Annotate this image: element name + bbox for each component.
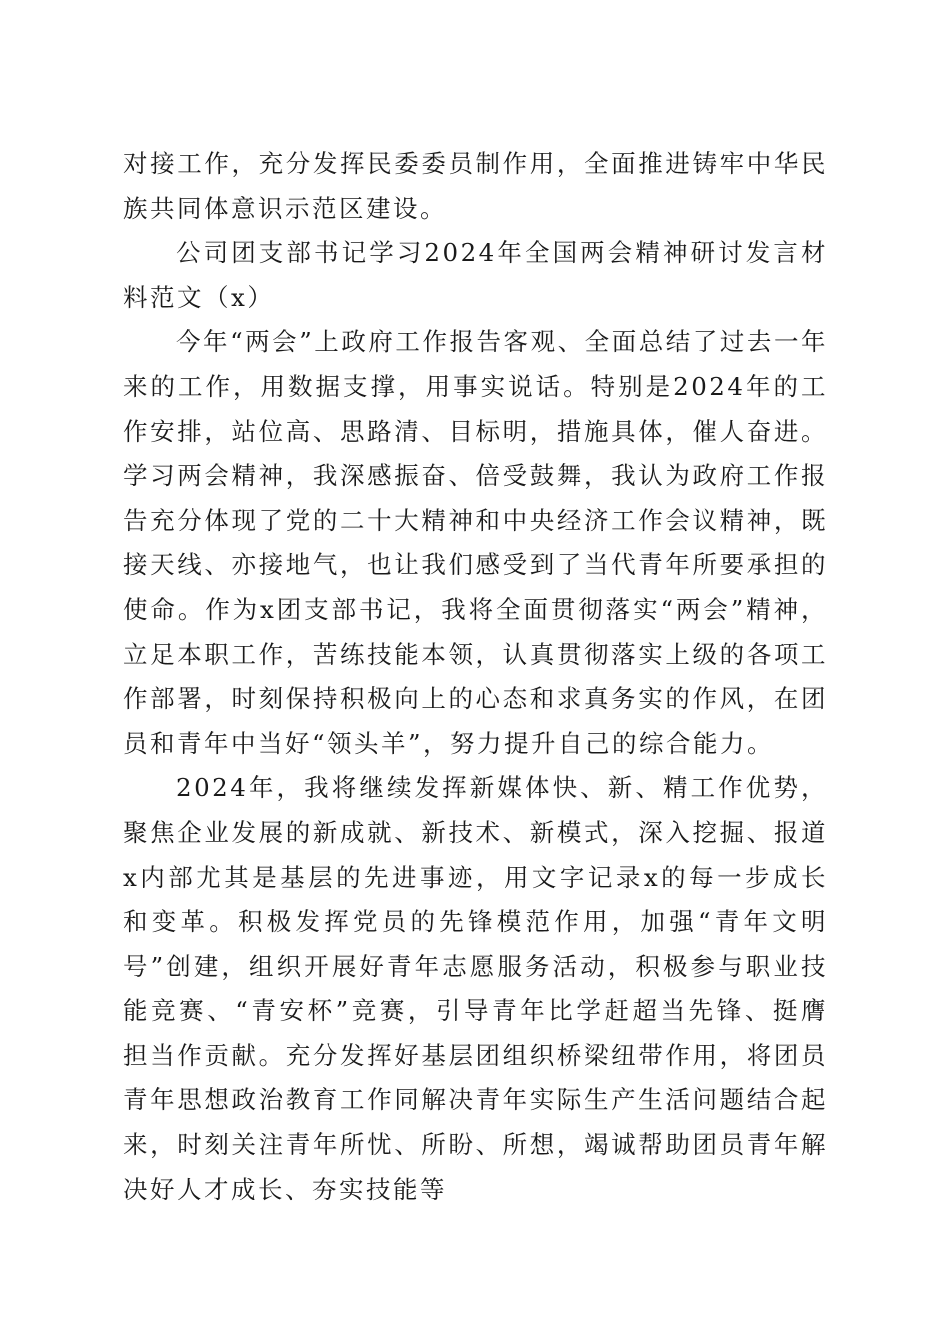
paragraph-intro: 今年“两会”上政府工作报告客观、全面总结了过去一年来的工作，用数据支撑，用事实说话。特别是2024年的工作安排，站位高、思路清、目标明，措施具体，催人奋进。学习两会精神，我深感振奋、倍受鼓舞，我认为政府工作报告充分体现了党的二十大精神和中央经济工作会议精神，既接天线、亦接地气，也让我们感受到了当代青年所要承担的使命。作为x团支部书记，我将全面贯彻落实“两会”精神，立足本职工作，苦练技能本领，认真贯彻落实上级的各项工作部署，时刻保持积极向上的心态和求真务实的作风，在团员和青年中当好“领头羊”，努力提升自己的综合能力。 [123,327,828,758]
paragraph-continuation: 对接工作，充分发挥民委委员制作用，全面推进铸牢中华民族共同体意识示范区建设。 [123,149,828,223]
document-body [123,142,828,1212]
paragraph-plan: 2024年，我将继续发挥新媒体快、新、精工作优势，聚焦企业发展的新成就、新技术、新模式，深入挖掘、报道x内部尤其是基层的先进事迹，用文字记录x的每一步成长和变革。积极发挥党员的先锋模范作用，加强“青年文明号”创建，组织开展好青年志愿服务活动，积极参与职业技能竞赛、“青安杯”竞赛，引导青年比学赶超当先锋、挺膺担当作贡献。充分发挥好基层团组织桥梁纽带作用，将团员青年思想政治教育工作同解决青年实际生产生活问题结合起来，时刻关注青年所忧、所盼、所想，竭诚帮助团员青年解决好人才成长、夯实技能等 [123,773,828,1204]
section-title: 公司团支部书记学习2024年全国两会精神研讨发言材料范文（x） [123,238,828,312]
